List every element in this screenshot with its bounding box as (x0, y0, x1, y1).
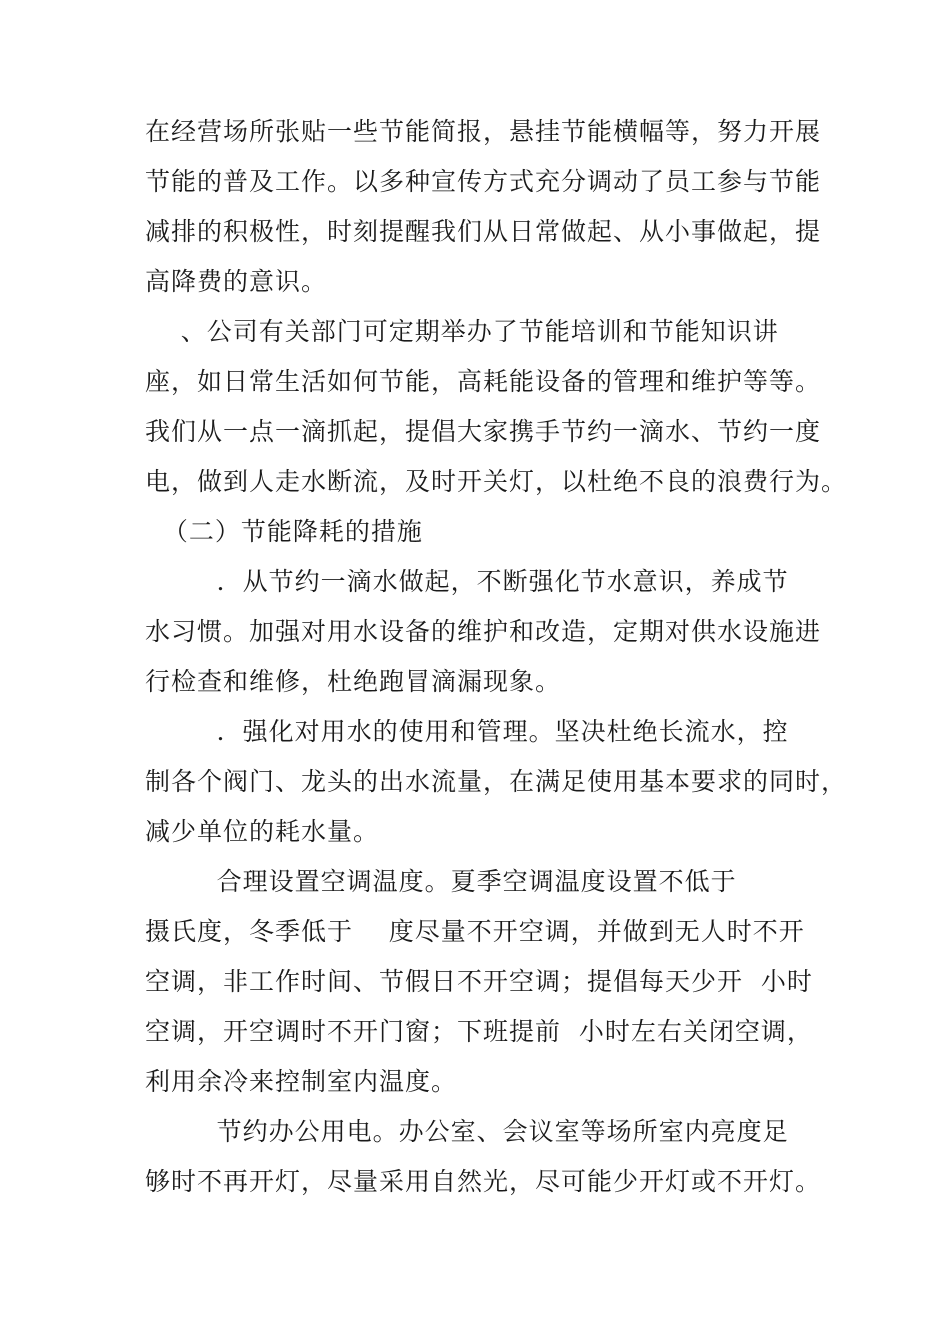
text-line: 节能的普及工作。以多种宣传方式充分调动了员工参与节能 (145, 167, 822, 196)
text-line: 行检查和维修，杜绝跑冒滴漏现象。 (145, 667, 562, 696)
text-line: 、公司有关部门可定期举办了节能培训和节能知识讲 (145, 317, 779, 346)
section-heading: （二）节能降耗的措施 (145, 517, 423, 546)
text-line: ．从节约一滴水做起，不断强化节水意识，养成节 (145, 567, 789, 596)
text-line: 空调，非工作时间、节假日不开空调；提倡每天少开 小时 (145, 967, 813, 996)
text-line: 利用余冷来控制室内温度。 (145, 1067, 458, 1096)
text-line: 我们从一点一滴抓起，提倡大家携手节约一滴水、节约一度 (145, 417, 822, 446)
text-line: 空调，开空调时不开门窗；下班提前 小时左右关闭空调， (145, 1017, 813, 1046)
text-line: ．强化对用水的使用和管理。坚决杜绝长流水，控 (145, 717, 789, 746)
text-line: 高降费的意识。 (145, 267, 328, 296)
text-line: 够时不再开灯，尽量采用自然光，尽可能少开灯或不开灯。 (145, 1167, 822, 1196)
text-line: 制各个阀门、龙头的出水流量，在满足使用基本要求的同时， (145, 767, 848, 796)
text-line: 在经营场所张贴一些节能简报，悬挂节能横幅等，努力开展 (145, 117, 822, 146)
text-line: 水习惯。加强对用水设备的维护和改造，定期对供水设施进 (145, 617, 822, 646)
text-line: 合理设置空调温度。夏季空调温度设置不低于 (145, 867, 737, 896)
text-line: 摄氏度，冬季低于 度尽量不开空调，并做到无人时不开 (145, 917, 805, 946)
text-line: 节约办公用电。办公室、会议室等场所室内亮度足 (145, 1117, 789, 1146)
text-line: 减排的积极性，时刻提醒我们从日常做起、从小事做起，提 (145, 217, 822, 246)
text-line: 减少单位的耗水量。 (145, 817, 380, 846)
text-line: 电，做到人走水断流，及时开关灯，以杜绝不良的浪费行为。 (145, 467, 848, 496)
text-line: 座，如日常生活如何节能，高耗能设备的管理和维护等等。 (145, 367, 822, 396)
